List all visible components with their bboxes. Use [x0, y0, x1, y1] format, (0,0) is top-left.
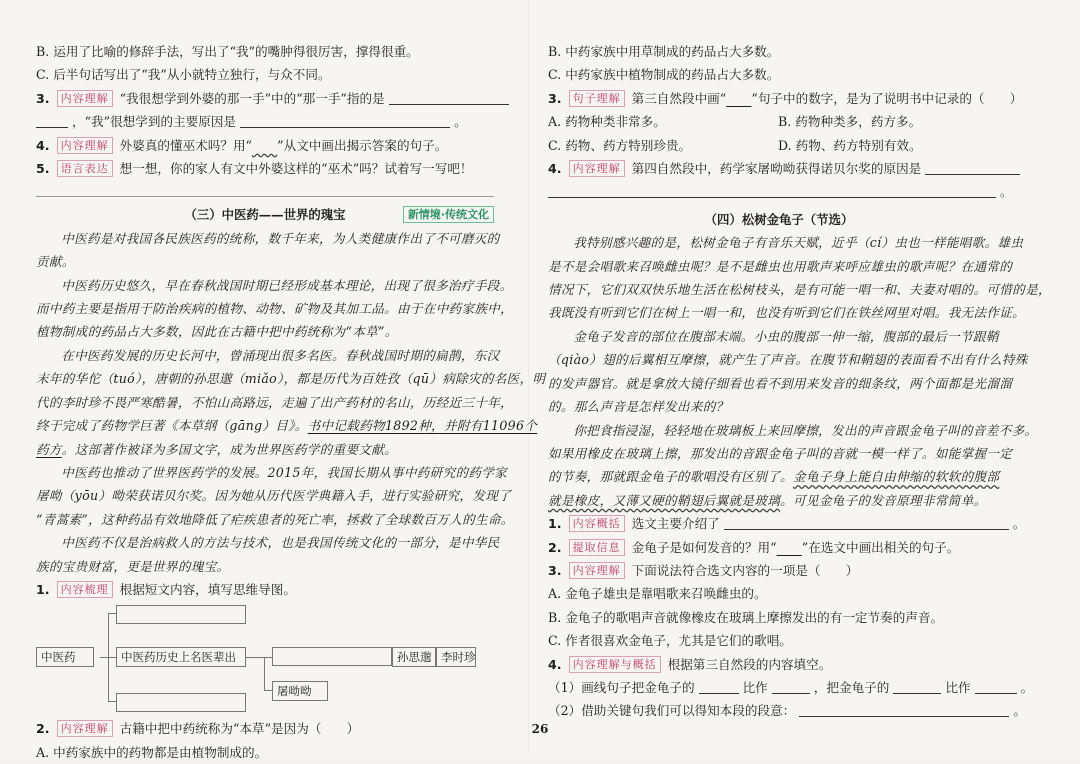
passage-line: 中医药也推动了世界医药学的发展。2015年，我国长期从事中药研究的药学家: [61, 464, 508, 480]
question-text: 比作: [945, 679, 971, 695]
question-5: [36, 157, 494, 180]
passage-line: 是不是会唱歌来召唤雌虫呢？是不是雌虫也用歌声来呼应雄虫的歌声呢？在通常的: [548, 258, 1013, 274]
question-text: 根据第三自然段的内容填空。: [667, 656, 832, 672]
underlined-sentence: 书中记载药物1892种，并附有11096个: [307, 418, 538, 434]
question-text: （1）画线句子把金龟子的: [548, 679, 695, 695]
mind-map: [36, 605, 494, 717]
section-title: [548, 208, 1010, 231]
section-badge: 新情境·传统文化: [403, 206, 494, 223]
question-text: ，“我”很想学到的主要原因是: [72, 114, 237, 130]
mind-map-blank[interactable]: [272, 647, 392, 666]
answer-blank[interactable]: [389, 91, 509, 105]
passage-line: 族的宝贵财富，更是世界的瑰宝。: [36, 558, 230, 574]
passage-line: 如果用橡皮在玻璃上擦，那发出的音跟金龟子叫的音就一模一样了。如能掌握一定: [548, 445, 1013, 461]
question-text: 外婆真的懂巫术吗？用“: [119, 137, 252, 153]
question-text: 比作: [742, 679, 768, 695]
question-tag: 内容理解: [569, 160, 625, 177]
mind-map-root: 中医药: [36, 647, 94, 667]
answer-blank[interactable]: [36, 114, 68, 128]
connector: [108, 613, 116, 614]
passage-line: [548, 465, 1010, 488]
passage-line: 我既没有听到它们在树上一唱一和，也没有听到它们在铁丝网里对唱。我无法作证。: [548, 305, 1026, 321]
question-4: [548, 157, 1010, 180]
passage-line: “青蒿素”，这种药品有效地降低了疟疾患者的死亡率，拯救了全球数百万人的生命。: [36, 511, 514, 527]
question-number: 3.: [548, 90, 562, 106]
writing-line[interactable]: [36, 196, 494, 197]
passage-line: （qiào）翅的后翼相互摩擦，就产生了声音。在腹节和鞘翅的表面看不出有什么特殊: [548, 352, 1028, 368]
section-title-text: （四）松树金龟子（节选）: [704, 211, 854, 227]
passage-line: 末年的华佗（tuó），唐朝的孙思邈（miǎo），都是历代为百姓孜（qū）病除灾的名医，明: [36, 371, 546, 387]
question-3-cont: [36, 110, 494, 133]
passage-text: [548, 231, 1051, 512]
option-d: D. 药物、药方特别有效。: [778, 137, 922, 153]
passage-span: 。可见金龟子的发音原理非常简单。: [780, 492, 987, 508]
connector: [246, 657, 272, 658]
options-row: [548, 110, 1010, 133]
passage-line: 的。那么声音是怎样发出来的？: [548, 399, 729, 415]
question-number: 3.: [548, 562, 562, 578]
question-text: 古籍中把中药统称为“本草”是因为（ ）: [119, 721, 360, 737]
option-b: B. 中药家族中用草制成的药品占大多数。: [548, 44, 780, 59]
passage-text: [36, 227, 546, 578]
answer-blank[interactable]: [975, 680, 1017, 694]
question-number: 4.: [548, 656, 562, 672]
question-4-cont: [548, 180, 1013, 203]
question-tag: 内容梳理: [57, 581, 113, 598]
question-text: 金龟子是如何发音的？用“: [631, 539, 777, 555]
answer-blank[interactable]: [724, 516, 1009, 530]
punctuation: 。: [454, 114, 467, 130]
passage-line: 植物制成的药品占大多数，因此在古籍中把中药统称为“本草”。: [36, 324, 398, 340]
question-tag: 内容理解: [57, 137, 113, 154]
passage-line: 你把食指浸湿，轻轻地在玻璃板上来回摩擦，发出的声音跟金龟子叫的音差不多。: [573, 422, 1038, 438]
mind-map-node: 中医药历史上名医辈出: [116, 647, 246, 667]
options-row: [548, 134, 1010, 157]
option-c: C. 后半句话写出了“我”从小就特立独行，与众不同。: [36, 67, 331, 83]
mind-map-node: 屠呦呦: [272, 681, 328, 701]
question-tag: 语言表达: [57, 160, 113, 177]
question-text: 想一想，你的家人有文中外婆这样的“巫术”吗？试着写一写吧！: [119, 161, 473, 177]
question-number: 1.: [548, 516, 562, 532]
passage-line: 中医药历史悠久，早在春秋战国时期已经形成基本理论，出现了很多治疗手段。: [61, 277, 513, 293]
answer-blank[interactable]: [925, 161, 1020, 175]
question-1: [36, 578, 494, 601]
question-3: [548, 559, 1010, 582]
question-3: [36, 87, 494, 110]
underline-mark: [777, 540, 802, 555]
connector: [108, 701, 116, 702]
passage-line: 情况下，它们双双快乐地生活在松树枝头，是有可能一唱一和、夫妻对唱的。可惜的是，: [548, 282, 1051, 298]
question-text: 选文主要介绍了: [631, 516, 720, 532]
question-text: ，把金龟子的: [813, 679, 890, 695]
question-4-part-2: [548, 699, 1026, 722]
section-title: [36, 203, 494, 226]
question-number: 3.: [36, 90, 50, 106]
question-1: [548, 512, 1026, 535]
question-text: “我很想学到外婆的那一手”中的“那一手”指的是: [119, 90, 385, 106]
answer-blank[interactable]: [548, 184, 996, 198]
question-tag: 内容理解: [57, 720, 113, 737]
passage-line: [36, 414, 538, 437]
option-a: A. 金龟子雄虫是靠唱歌来召唤雌虫的。: [548, 586, 767, 602]
question-text: （2）借助关键句我们可以得知本段的段意：: [548, 703, 796, 719]
underlined-sentence: 药方: [36, 441, 62, 457]
question-4: [548, 653, 1010, 676]
passage-span: 。这部著作被译为多国文字，成为世界医药学的重要文献。: [61, 441, 398, 457]
passage-span: 的节奏，那就跟金龟子的歌唱没有区别了。: [548, 469, 793, 485]
option-b: B. 运用了比喻的修辞手法，写出了“我”的嘴肿得很厉害，撑得很重。: [36, 44, 419, 59]
option-a: A. 中药家族中的药物都是由植物制成的。: [36, 744, 268, 760]
question-number: 2.: [548, 539, 562, 555]
question-tag: 内容理解: [57, 90, 113, 107]
answer-blank[interactable]: [893, 680, 941, 694]
question-tag: 内容理解与概括: [569, 656, 661, 673]
option-b: B. 金龟子的歌唱声音就像橡皮在玻璃上摩擦发出的有一定节奏的声音。: [548, 609, 944, 625]
passage-line: 的发声器官。就是拿放大镜仔细看也看不到用来发音的细条纹，两个面都是光溜溜: [548, 375, 1013, 391]
answer-blank[interactable]: [699, 680, 739, 694]
passage-line: 中医药是对我国各民族医药的统称，数千年来，为人类健康作出了不可磨灭的: [61, 230, 500, 246]
mind-map-blank[interactable]: [116, 605, 246, 624]
question-number: 5.: [36, 161, 50, 177]
passage-line: 中医药不仅是治病救人的方法与技术，也是我国传统文化的一部分，是中华民: [61, 535, 500, 551]
option-c: C. 药物、药方特别珍贵。: [548, 137, 692, 153]
option-c: C. 中药家族中植物制成的药品占大多数。: [548, 67, 780, 83]
passage-line: 贡献。: [36, 254, 75, 270]
question-tag: 提取信息: [569, 539, 625, 556]
question-tag: 内容概括: [569, 515, 625, 532]
mind-map-node: 孙思邈: [392, 647, 436, 667]
connector: [264, 690, 272, 691]
page-number: 26: [531, 722, 549, 736]
underline-mark: [726, 91, 751, 106]
punctuation: 。: [1020, 679, 1034, 695]
punctuation: 。: [1012, 516, 1026, 532]
option-a: A. 药物种类非常多。: [548, 114, 666, 130]
question-text: 下面说法符合选文内容的一项是（ ）: [631, 562, 859, 578]
mind-map-blank[interactable]: [116, 693, 246, 712]
passage-line: [548, 489, 1010, 512]
option-b: B. 药物种类多，药方多。: [778, 114, 922, 130]
answer-blank[interactable]: [799, 703, 1009, 717]
question-3: [548, 87, 1023, 110]
connector: [264, 657, 265, 690]
question-number: 2.: [36, 721, 50, 737]
passage-line: 金龟子发音的部位在腹部末端。小虫的腹部一伸一缩，腹部的最后一节跟鞘: [573, 328, 999, 344]
question-4: [36, 134, 494, 157]
passage-line: 我特别感兴趣的是，松树金龟子有音乐天赋，近乎（cí）虫也一样能唱歌。雄虫: [573, 235, 1024, 251]
question-number: 4.: [36, 137, 50, 153]
right-column: [548, 40, 1051, 723]
question-text: 根据短文内容，填写思维导图。: [119, 581, 296, 597]
wavy-underlined-sentence: 金龟子身上能自由伸缩的软软的腹部: [792, 469, 1000, 485]
wavy-mark: [252, 138, 277, 153]
question-number: 4.: [548, 161, 562, 177]
question-2: [548, 536, 1010, 559]
punctuation: 。: [1013, 703, 1026, 719]
mind-map-node: 李时珍: [436, 647, 476, 667]
question-number: 1.: [36, 581, 50, 597]
answer-blank[interactable]: [240, 114, 450, 128]
passage-line: 屠呦（yōu）呦荣获诺贝尔奖。因为她从历代医学典籍入手，进行实验研究，发现了: [36, 488, 511, 504]
passage-line: 而中药主要是指用于防治疾病的植物、动物、矿物及其加工品。由于在中药家族中，: [36, 301, 514, 317]
question-text: ”从文中画出揭示答案的句子。: [277, 137, 448, 153]
question-4-part-1: [548, 676, 1034, 699]
question-text: 第四自然段中，药学家屠呦呦获得诺贝尔奖的原因是: [631, 161, 922, 177]
passage-span: 终于完成了药物学巨著《本草纲（gāng）目》。: [36, 418, 308, 434]
connector: [108, 613, 109, 701]
option-c: C. 作者很喜欢金龟子，尤其是它们的歌唱。: [548, 633, 792, 649]
answer-blank[interactable]: [772, 680, 810, 694]
question-tag: 句子理解: [569, 90, 625, 107]
passage-line: 代的李时珍不畏严寒酷暑，不怕山高路远，走遍了出产药材的名山，历经近三十年，: [36, 394, 514, 410]
passage-line: 在中医药发展的历史长河中，曾涌现出很多名医。春秋战国时期的扁鹊，东汉: [61, 347, 500, 363]
wavy-underlined-sentence: 就是橡皮，又薄又硬的鞘翅后翼就是玻璃: [548, 492, 781, 508]
question-tag: 内容理解: [569, 562, 625, 579]
section-title-text: （三）中医药——世界的瑰宝: [184, 207, 346, 223]
passage-line: [36, 438, 494, 461]
punctuation: 。: [1000, 184, 1013, 200]
question-text: 第三自然段中画“: [631, 90, 727, 106]
question-text: ”句子中的数字，是为了说明书中记录的（ ）: [751, 90, 1023, 106]
question-text: ”在选文中画出相关的句子。: [801, 539, 960, 555]
